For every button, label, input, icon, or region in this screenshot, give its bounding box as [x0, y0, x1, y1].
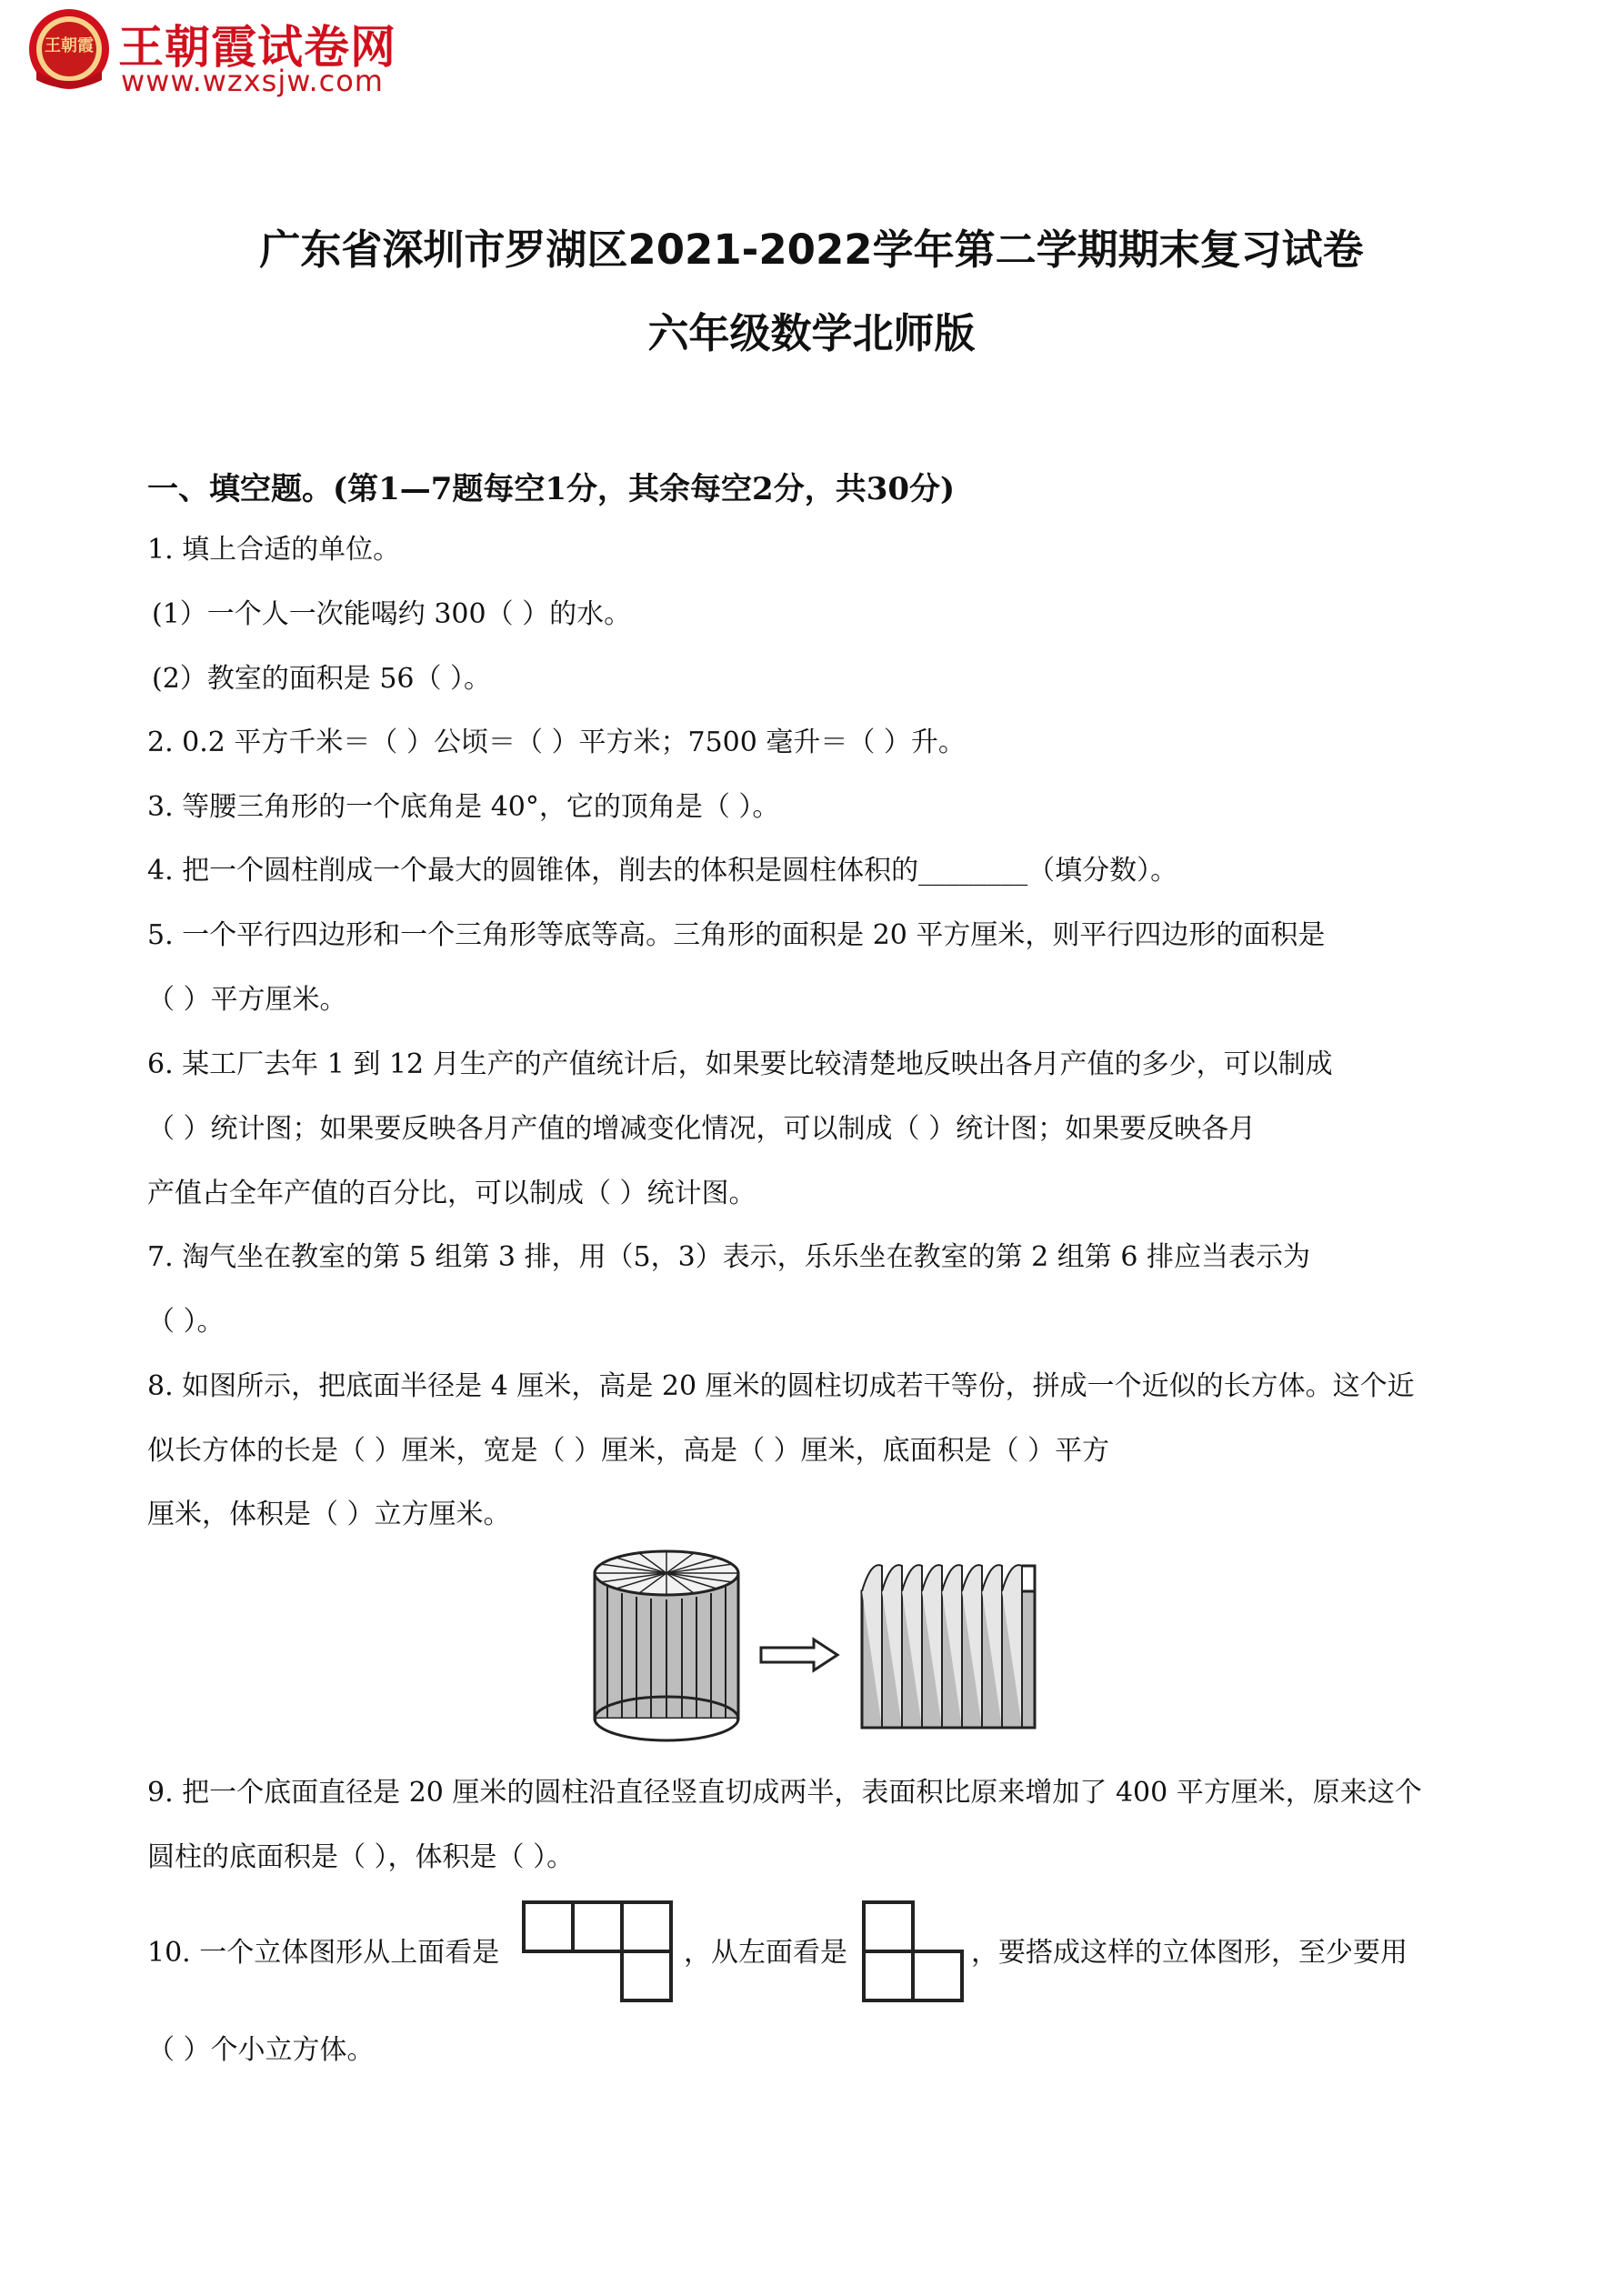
question-line: 圆柱的底面积是（ ），体积是（ ）。 — [147, 1841, 575, 1873]
question-line: 厘米，体积是（ ）立方厘米。 — [147, 1499, 511, 1530]
question-line: 2. 0.2 平方千米＝（ ）公顷＝（ ）平方米；7500 毫升＝（ ）升。 — [147, 727, 966, 758]
question-line: (1）一个人一次能喝约 300（ ）的水。 — [152, 598, 632, 630]
question-line: 4. 把一个圆柱削成一个最大的圆锥体，削去的体积是圆柱体积的________（填分数）。 — [147, 855, 1178, 887]
question-line: 7. 淘气坐在教室的第 5 组第 3 排，用（5，3）表示，乐乐坐在教室的第 2 组第 6 排应当表示为 — [147, 1241, 1310, 1273]
section-heading: 一、填空题。(第1—7题每空1分，其余每空2分，共30分) — [147, 471, 956, 507]
left-view-figure — [862, 1900, 966, 2004]
question-line: （ ）统计图；如果要反映各月产值的增减变化情况，可以制成（ ）统计图；如果要反映各月 — [147, 1113, 1257, 1145]
brand-url[interactable]: www.wzxsjw.com — [121, 64, 384, 98]
logo-text: 王朝霞 — [45, 36, 94, 55]
brand-name: 王朝霞试卷网 — [118, 21, 396, 74]
question-line: ，从左面看是 — [684, 1937, 847, 1969]
top-view-figure — [522, 1900, 675, 2004]
question-line: 6. 某工厂去年 1 到 12 月生产的产值统计后，如果要比较清楚地反映出各月产值的多少，可以制成 — [147, 1048, 1333, 1080]
question-line: 1. 填上合适的单位。 — [147, 534, 401, 566]
question-line: ，要搭成这样的立体图形，至少要用 — [971, 1937, 1408, 1969]
question-line: 9. 把一个底面直径是 20 厘米的圆柱沿直径竖直切成两半，表面积比原来增加了 400 平方厘米，原来这个 — [147, 1777, 1422, 1809]
question-line: 3. 等腰三角形的一个底角是 40°，它的顶角是（ ）。 — [147, 791, 780, 823]
cuboid-figure — [855, 1555, 1046, 1737]
question-line: （ ）。 — [147, 1306, 225, 1338]
page-title: 广东省深圳市罗湖区2021-2022学年第二学期期末复习试卷 — [259, 226, 1364, 274]
page-subtitle: 六年级数学北师版 — [647, 309, 976, 357]
question-line: 似长方体的长是（ ）厘米，宽是（ ）厘米，高是（ ）厘米，底面积是（ ）平方 — [147, 1435, 1110, 1467]
question-line: 产值占全年产值的百分比，可以制成（ ）统计图。 — [147, 1178, 756, 1209]
arrow-right-icon — [759, 1637, 841, 1673]
question-line: 8. 如图所示，把底面半径是 4 厘米，高是 20 厘米的圆柱切成若干等份，拼成一个近似的长方体。这个近 — [147, 1370, 1415, 1402]
question-line: 10. 一个立体图形从上面看是 — [147, 1937, 500, 1969]
question-line: （ ）个小立方体。 — [147, 2034, 375, 2066]
question-line: （ ）平方厘米。 — [147, 984, 347, 1016]
question-line: (2）教室的面积是 56（ ）。 — [152, 663, 492, 695]
question-line: 5. 一个平行四边形和一个三角形等底等高。三角形的面积是 20 平方厘米，则平行四边形的面积是 — [147, 919, 1326, 951]
cylinder-figure — [589, 1546, 744, 1746]
